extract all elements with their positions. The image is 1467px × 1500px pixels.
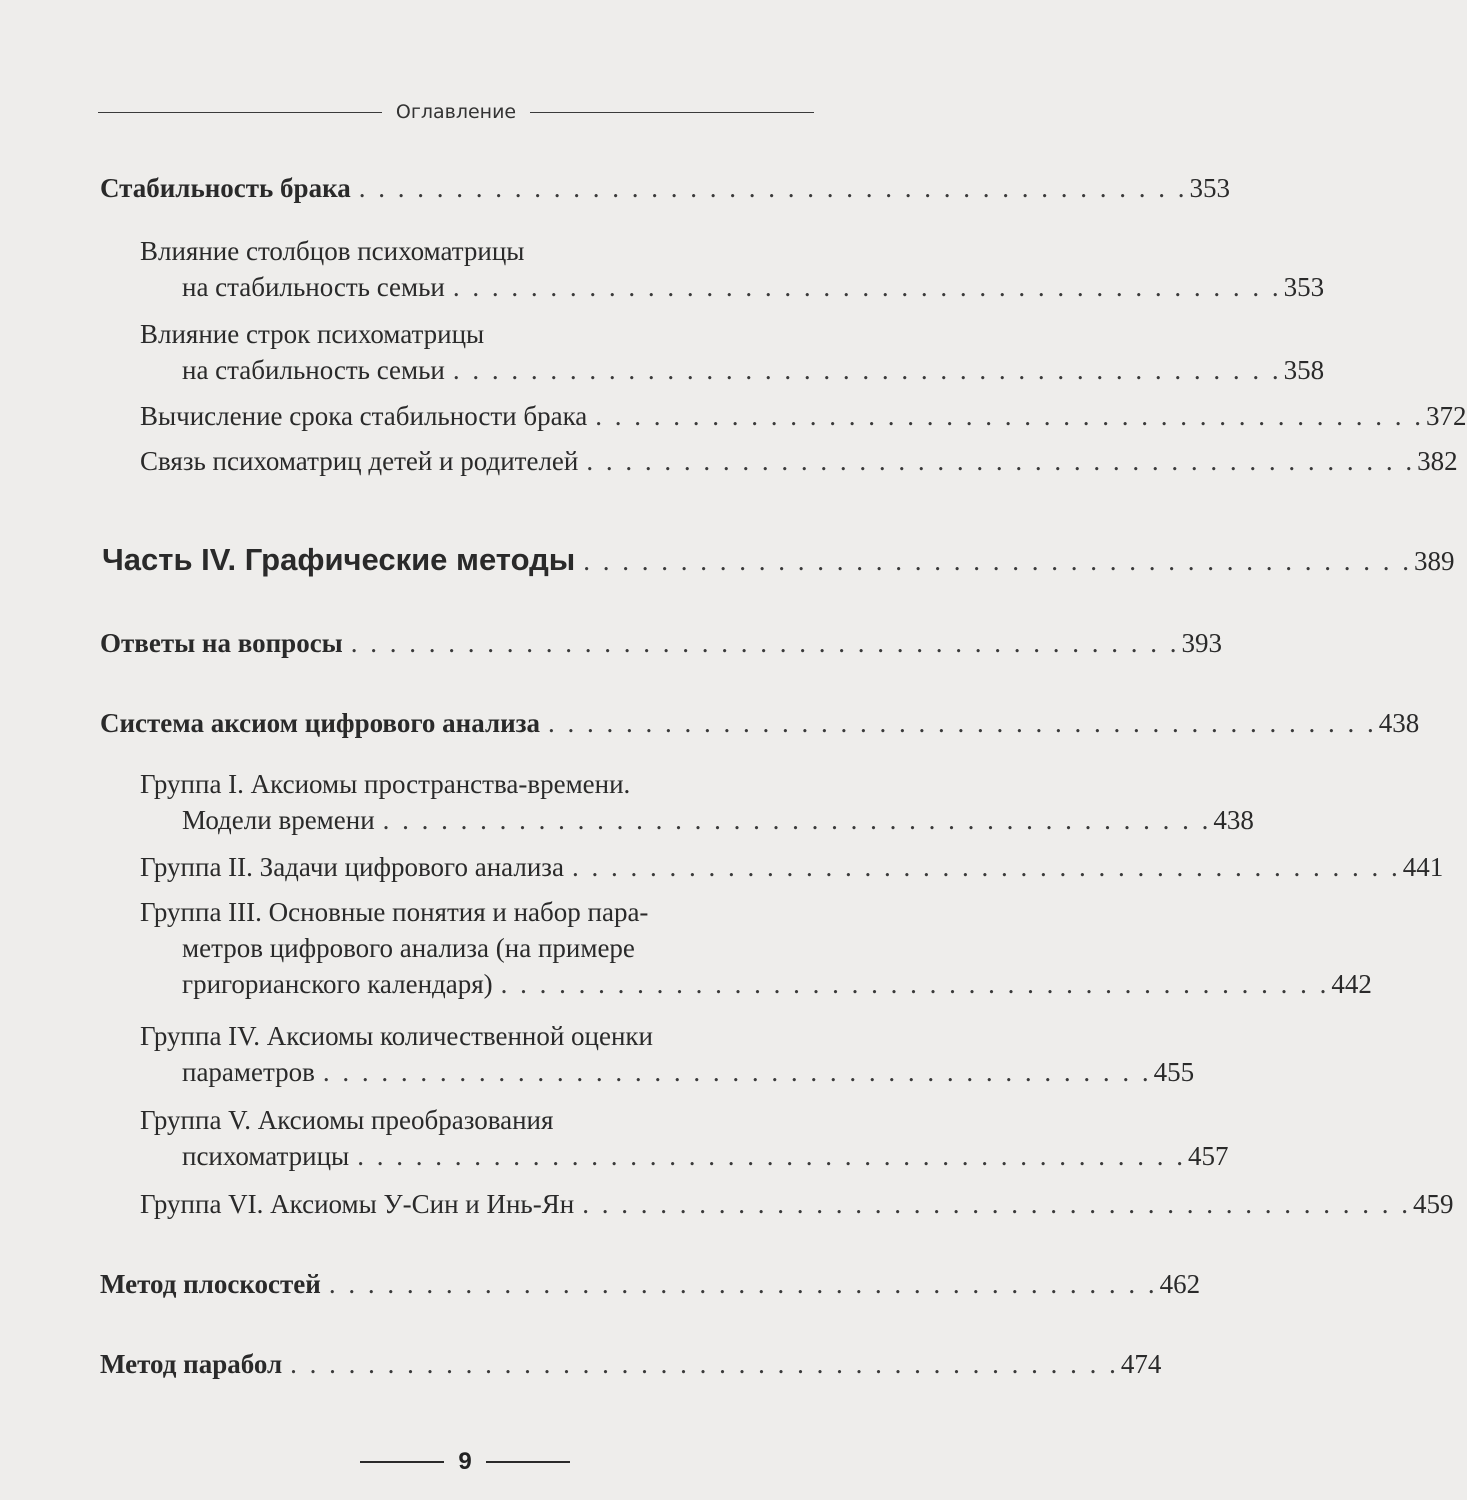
toc-entry-page: 442	[1331, 969, 1372, 999]
toc-entry[interactable]	[0, 443, 1458, 479]
toc-entry-title: Группа II. Задачи цифрового анализа	[140, 852, 564, 882]
toc-entry[interactable]	[0, 1102, 1229, 1174]
toc-entry-title: Группа IV. Аксиомы количественной оценки	[140, 1021, 653, 1051]
toc-entry-page: 441	[1402, 852, 1444, 882]
toc-entry[interactable]	[0, 849, 1444, 885]
toc-entry-page: 382	[1417, 446, 1458, 476]
toc-entry[interactable]	[0, 233, 1325, 305]
toc-entry[interactable]	[0, 1346, 1162, 1382]
toc-entry[interactable]	[0, 625, 1223, 661]
toc-entry-title: Метод плоскостей	[100, 1269, 321, 1299]
toc-entry-title-continued: Модели времени	[182, 805, 375, 835]
toc-entry-title: Влияние столбцов психоматрицы	[140, 236, 525, 266]
toc-entry[interactable]	[0, 170, 1230, 206]
toc-entry-title: Стабильность брака	[100, 173, 351, 203]
toc-entry-title: Система аксиом цифрового анализа	[100, 708, 541, 738]
toc-leader: . . . . . . . . . . . . . . . . . . . . . . . . . . . . . . . . . . . . . . . . . . .	[583, 546, 1412, 576]
toc-leader: . . . . . . . . . . . . . . . . . . . . . . . . . . . . . . . . . . . . . . . . . . .	[586, 446, 1416, 476]
toc-leader: . . . . . . . . . . . . . . . . . . . . . . . . . . . . . . . . . . . . . . . . . . .	[595, 401, 1425, 431]
toc-entry-page: 457	[1187, 1141, 1229, 1171]
toc-entry[interactable]	[0, 398, 1467, 434]
toc-leader: . . . . . . . . . . . . . . . . . . . . . . . . . . . . . . . . . . . . . . . . . . .	[357, 1141, 1186, 1171]
toc-entry-page: 474	[1120, 1349, 1162, 1379]
toc-entry-page: 353	[1189, 173, 1230, 203]
toc-leader: . . . . . . . . . . . . . . . . . . . . . . . . . . . . . . . . . . . . . . . . . . .	[358, 173, 1188, 203]
toc-entry-page: 389	[1414, 546, 1455, 576]
toc-entry-title: Группа VI. Аксиомы У-Син и Инь-Ян	[140, 1189, 575, 1219]
toc-entry-title-continued: на стабильность семьи	[182, 272, 445, 302]
toc-entry-page: 353	[1283, 272, 1325, 302]
toc-entry[interactable]	[0, 894, 1372, 1002]
toc-entry-title: Группа III. Основные понятия и набор пара-	[140, 897, 649, 927]
toc-entry[interactable]	[0, 1018, 1195, 1090]
toc-entry-page: 455	[1153, 1057, 1195, 1087]
toc-leader: . . . . . . . . . . . . . . . . . . . . . . . . . . . . . . . . . . . . . . . . . . .	[382, 805, 1212, 835]
toc-entry-title-continued: параметров	[182, 1057, 315, 1087]
toc-entry-page: 462	[1159, 1269, 1201, 1299]
toc-entry-page: 393	[1181, 628, 1223, 658]
toc-entry-title: Метод парабол	[100, 1349, 283, 1379]
page-number: 9	[458, 1448, 472, 1475]
toc-entry-title-continued: григорианского календаря)	[182, 969, 493, 999]
toc-entry-page: 358	[1283, 355, 1325, 385]
toc-entry-page: 438	[1378, 708, 1420, 738]
toc-leader: . . . . . . . . . . . . . . . . . . . . . . . . . . . . . . . . . . . . . . . . . . .	[500, 969, 1330, 999]
toc-leader: . . . . . . . . . . . . . . . . . . . . . . . . . . . . . . . . . . . . . . . . . . .	[290, 1349, 1119, 1379]
page-footer	[360, 1444, 570, 1480]
toc-entry[interactable]	[0, 1186, 1454, 1222]
toc-leader: . . . . . . . . . . . . . . . . . . . . . . . . . . . . . . . . . . . . . . . . . . .	[548, 708, 1377, 738]
header-title: Оглавление	[395, 101, 517, 123]
toc-entry[interactable]	[0, 1266, 1201, 1302]
footer-rule-left	[360, 1461, 444, 1463]
footer-rule-right	[486, 1461, 570, 1463]
toc-entry-title: Вычисление срока стабильности брака	[140, 401, 588, 431]
toc-part-heading[interactable]	[0, 540, 1455, 581]
toc-entry-title-continued: метров цифрового анализа (на примере	[182, 933, 635, 963]
toc-leader: . . . . . . . . . . . . . . . . . . . . . . . . . . . . . . . . . . . . . . . . . . .	[322, 1057, 1152, 1087]
toc-entry-title-continued: на стабильность семьи	[182, 355, 445, 385]
toc-entry-page: 438	[1213, 805, 1254, 835]
toc-entry-title-continued: психоматрицы	[182, 1141, 350, 1171]
toc-entry-title: Часть IV. Графические методы	[102, 542, 576, 577]
toc-entry[interactable]	[0, 316, 1325, 388]
toc-leader: . . . . . . . . . . . . . . . . . . . . . . . . . . . . . . . . . . . . . . . . . . .	[350, 628, 1180, 658]
toc-entry-title: Связь психоматриц детей и родителей	[140, 446, 579, 476]
toc-leader: . . . . . . . . . . . . . . . . . . . . . . . . . . . . . . . . . . . . . . . . . . .	[328, 1269, 1158, 1299]
toc-leader: . . . . . . . . . . . . . . . . . . . . . . . . . . . . . . . . . . . . . . . . . . .	[452, 355, 1282, 385]
toc-entry-page: 459	[1412, 1189, 1454, 1219]
toc-leader: . . . . . . . . . . . . . . . . . . . . . . . . . . . . . . . . . . . . . . . . . . .	[582, 1189, 1411, 1219]
toc-entry-title: Группа V. Аксиомы преобразования	[140, 1105, 554, 1135]
toc-entry-title: Влияние строк психоматрицы	[140, 319, 485, 349]
toc-entry[interactable]	[0, 766, 1254, 838]
toc-leader: . . . . . . . . . . . . . . . . . . . . . . . . . . . . . . . . . . . . . . . . . . .	[452, 272, 1282, 302]
toc-entry-page: 372	[1426, 401, 1467, 431]
toc-entry[interactable]	[0, 705, 1420, 741]
toc-entry-title: Ответы на вопросы	[100, 628, 343, 658]
toc-leader: . . . . . . . . . . . . . . . . . . . . . . . . . . . . . . . . . . . . . . . . . . .	[571, 852, 1401, 882]
toc-entry-title: Группа I. Аксиомы пространства-времени.	[140, 769, 631, 799]
